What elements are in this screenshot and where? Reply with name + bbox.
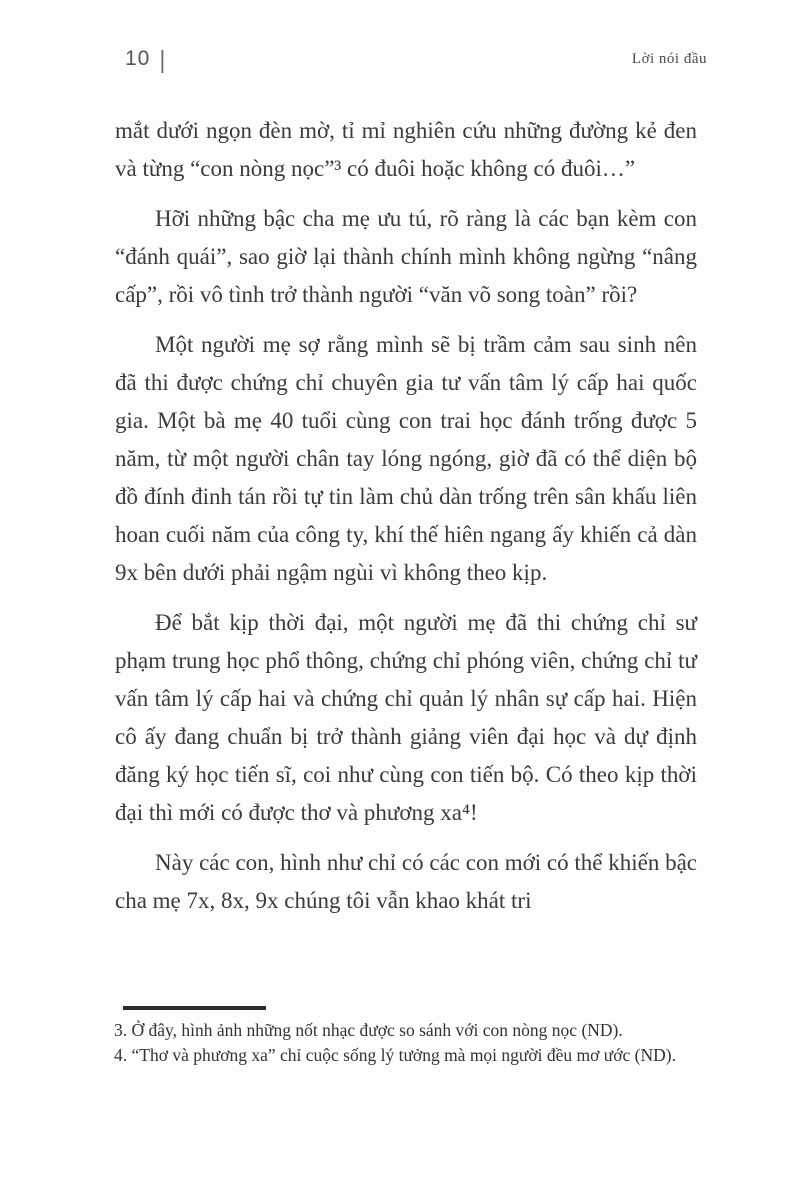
page-number: 10	[125, 47, 151, 70]
paragraph: Để bắt kịp thời đại, một người mẹ đã thi chứng chỉ sư phạm trung học phổ thông, chứng chỉ phóng viên, chứng chỉ tư vấn tâm lý cấp hai và chứng chỉ quản lý nhân sự cấp hai. Hiện cô ấy đang chuẩn bị trở thành giảng viên đại học và dự định đăng ký học tiến sĩ, coi như cùng con tiến bộ. Có theo kịp thời đại thì mới có được thơ và phương xa⁴!	[115, 610, 697, 825]
footnote: 4. “Thơ và phương xa” chỉ cuộc sống lý tưởng mà mọi người đều mơ ước (ND).	[114, 1045, 676, 1065]
page-header	[125, 44, 707, 74]
footnote: 3. Ở đây, hình ảnh những nốt nhạc được so sánh với con nòng nọc (ND).	[114, 1020, 623, 1040]
paragraph: Này các con, hình như chỉ có các con mới có thể khiến bậc cha mẹ 7x, 8x, 9x chúng tôi vẫn khao khát tri	[115, 850, 697, 913]
page-number-group	[125, 46, 165, 73]
running-title: Lời nói đầu	[631, 50, 707, 67]
body-text	[115, 112, 697, 932]
footnotes-section	[114, 1006, 714, 1068]
footnote-separator	[123, 1006, 266, 1010]
paragraph: Một người mẹ sợ rằng mình sẽ bị trầm cảm sau sinh nên đã thi được chứng chỉ chuyên gia tư vấn tâm lý cấp hai quốc gia. Một bà mẹ 40 tuổi cùng con trai học đánh trống được 5 năm, từ một người chân tay lóng ngóng, giờ đã có thể diện bộ đồ đính đinh tán rồi tự tin làm chủ dàn trống trên sân khấu liên hoan cuối năm của công ty, khí thế hiên ngang ấy khiến cả dàn 9x bên dưới phải ngậm ngùi vì không theo kịp.	[115, 332, 697, 585]
paragraph-continuation: mắt dưới ngọn đèn mờ, tỉ mỉ nghiên cứu những đường kẻ đen và từng “con nòng nọc”³ có đuôi hoặc không có đuôi…”	[115, 118, 697, 181]
header-divider: |	[159, 44, 166, 73]
paragraph: Hỡi những bậc cha mẹ ưu tú, rõ ràng là các bạn kèm con “đánh quái”, sao giờ lại thành chính mình không ngừng “nâng cấp”, rồi vô tình trở thành người “văn võ song toàn” rồi?	[115, 206, 697, 307]
